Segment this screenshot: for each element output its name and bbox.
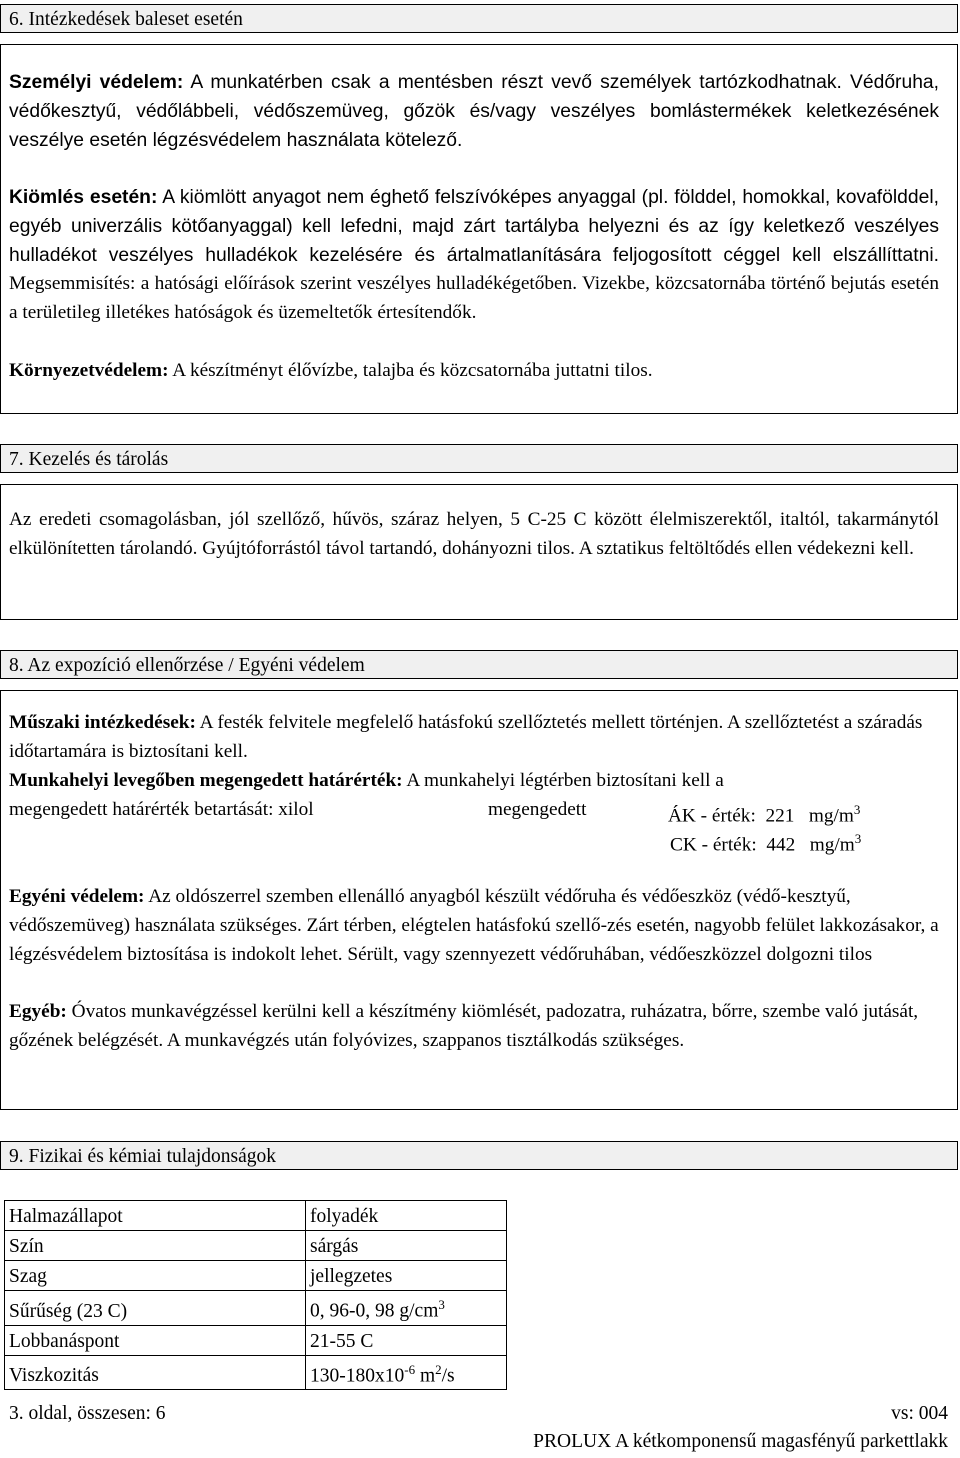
version-label: vs: 004 <box>891 1403 948 1424</box>
other-text: Óvatos munkavégzéssel kerülni kell a készítmény kiömlését, padozatra, ruházatra, bőrre, szembe való jutását, gőzének belégzését. A munkavégzés után folyóvizes, szappanos tisztálkodás szükséges. <box>9 1001 919 1051</box>
ck-value: 442 <box>766 834 796 856</box>
ppe-paragraph <box>9 883 939 969</box>
viscosity-unit-exponent: 2 <box>435 1361 442 1377</box>
density-value: 0, 96-0, 98 g/cm <box>310 1300 439 1322</box>
section-7-heading: 7. Kezelés és tárolás <box>0 444 958 473</box>
table-row <box>5 1355 507 1390</box>
environment-text: A készítményt élővízbe, talajba és közcsatornába juttatni tilos. <box>168 360 653 381</box>
ck-label: CK - érték: <box>670 834 757 856</box>
exposure-limit-text: A munkahelyi légtérben biztosítani kell a <box>402 770 724 791</box>
technical-measures-label: Műszaki intézkedések: <box>9 712 196 733</box>
property-value <box>306 1355 507 1390</box>
technical-measures-paragraph <box>9 709 939 767</box>
table-row <box>5 1201 507 1231</box>
product-name: PROLUX A kétkomponensű magasfényű parkettlakk <box>533 1431 948 1452</box>
personal-protection-text: A munkatérben csak a mentésben részt vevő személyek tartózkodhatnak. Védőruha, védőkesztyű, védőlábbeli, védőszemüveg, gőzök és/vagy veszélyes bomlástermékek keletkezésének veszélye esetén légzésvédelem használata kötelező. <box>9 72 939 151</box>
property-name: Sűrűség (23 C) <box>5 1291 306 1326</box>
table-row <box>5 1261 507 1291</box>
xylene-limit-text: megengedett határérték betartását: xilol <box>9 799 314 820</box>
property-value: 21-55 C <box>306 1325 507 1355</box>
storage-paragraph: Az eredeti csomagolásban, jól szellőző, hűvös, száraz helyen, 5 C-25 C között élelmiszerektől, italtól, takarmánytól elkülönítetten tárolandó. Gyújtóforrástól távol tartandó, dohányozni tilos. A sztatikus feltöltődés ellen védekezni kell. <box>9 509 939 559</box>
table-row <box>5 1291 507 1326</box>
viscosity-unit-tail: /s <box>441 1365 455 1386</box>
ck-value-row <box>670 825 861 860</box>
section-9-heading: 9. Fizikai és kémiai tulajdonságok <box>0 1141 958 1170</box>
environment-paragraph <box>9 357 939 386</box>
property-name: Lobbanáspont <box>5 1325 306 1355</box>
section-6-heading: 6. Intézkedések baleset esetén <box>0 4 958 33</box>
viscosity-value: 130-180x10 <box>310 1365 405 1386</box>
exposure-limit-line <box>9 767 724 796</box>
disposal-text: Megsemmisítés: a hatósági előírások szerint veszélyes hulladékégetőben. Vizekbe, közcsatornába történő bejutás esetén a területileg illetékes hatóságok és üzemeltetők értesítendők. <box>9 273 939 324</box>
density-exponent: 3 <box>438 1297 445 1312</box>
properties-table <box>4 1200 507 1390</box>
ppe-label: Egyéni védelem: <box>9 886 145 907</box>
ak-unit-exponent: 3 <box>853 802 861 817</box>
other-label: Egyéb: <box>9 1001 67 1022</box>
ck-unit: mg/m <box>809 834 855 856</box>
environment-label: Környezetvédelem: <box>9 360 169 381</box>
ak-unit: mg/m <box>808 805 854 827</box>
ak-label: ÁK - érték: <box>668 805 756 827</box>
property-value: folyadék <box>306 1201 507 1231</box>
permitted-label: megengedett <box>488 799 587 820</box>
ppe-text: Az oldószerrel szemben ellenálló anyagból készült védőruha és védőeszköz (védő-kesztyű, védőszemüveg) használata szükséges. Zárt térben, elégtelen hatásfokú szellő-zés esetén, nagyobb felület lakkozásakor, a légzésvédelem biztosítása is indokolt lehet. Sérült, vagy szennyezett védőruhában, védőeszközzel dolgozni tilos <box>9 886 939 965</box>
page-number: 3. oldal, összesen: 6 <box>9 1403 166 1424</box>
personal-protection-paragraph <box>9 69 939 155</box>
property-name: Szag <box>5 1261 306 1291</box>
table-row <box>5 1231 507 1261</box>
spill-paragraph <box>9 184 939 328</box>
property-name: Szín <box>5 1231 306 1261</box>
exposure-limit-label: Munkahelyi levegőben megengedett határérték: <box>9 770 403 791</box>
personal-protection-label: Személyi védelem: <box>9 72 184 93</box>
ak-value: 221 <box>765 805 795 827</box>
property-value: jellegzetes <box>306 1261 507 1291</box>
other-paragraph <box>9 998 939 1056</box>
spill-text: A kiömlött anyagot nem éghető felszívóképes anyaggal (pl. földdel, homokkal, kovafölddel, egyéb univerzális kötőanyaggal) kell lefedni, majd zárt tartályba helyezni és az így keletkező veszélyes hulladékot veszélyes hulladékok kezelésére és ártalmatlanítására feljogosított céggel kell elszállíttatni. <box>9 187 939 266</box>
property-name: Viszkozitás <box>5 1355 306 1390</box>
property-name: Halmazállapot <box>5 1201 306 1231</box>
ck-unit-exponent: 3 <box>854 831 862 846</box>
section-8-heading: 8. Az expozíció ellenőrzése / Egyéni védelem <box>0 650 958 679</box>
spill-label: Kiömlés esetén: <box>9 187 158 208</box>
viscosity-exponent: -6 <box>404 1361 416 1377</box>
technical-measures-text: A festék felvitele megfelelő hatásfokú szellőztetés mellett történjen. A szellőztetést a száradás időtartamára is biztosítani kell. <box>9 712 923 762</box>
table-row <box>5 1325 507 1355</box>
viscosity-unit: m <box>415 1365 436 1386</box>
property-value: sárgás <box>306 1231 507 1261</box>
property-value <box>306 1291 507 1326</box>
